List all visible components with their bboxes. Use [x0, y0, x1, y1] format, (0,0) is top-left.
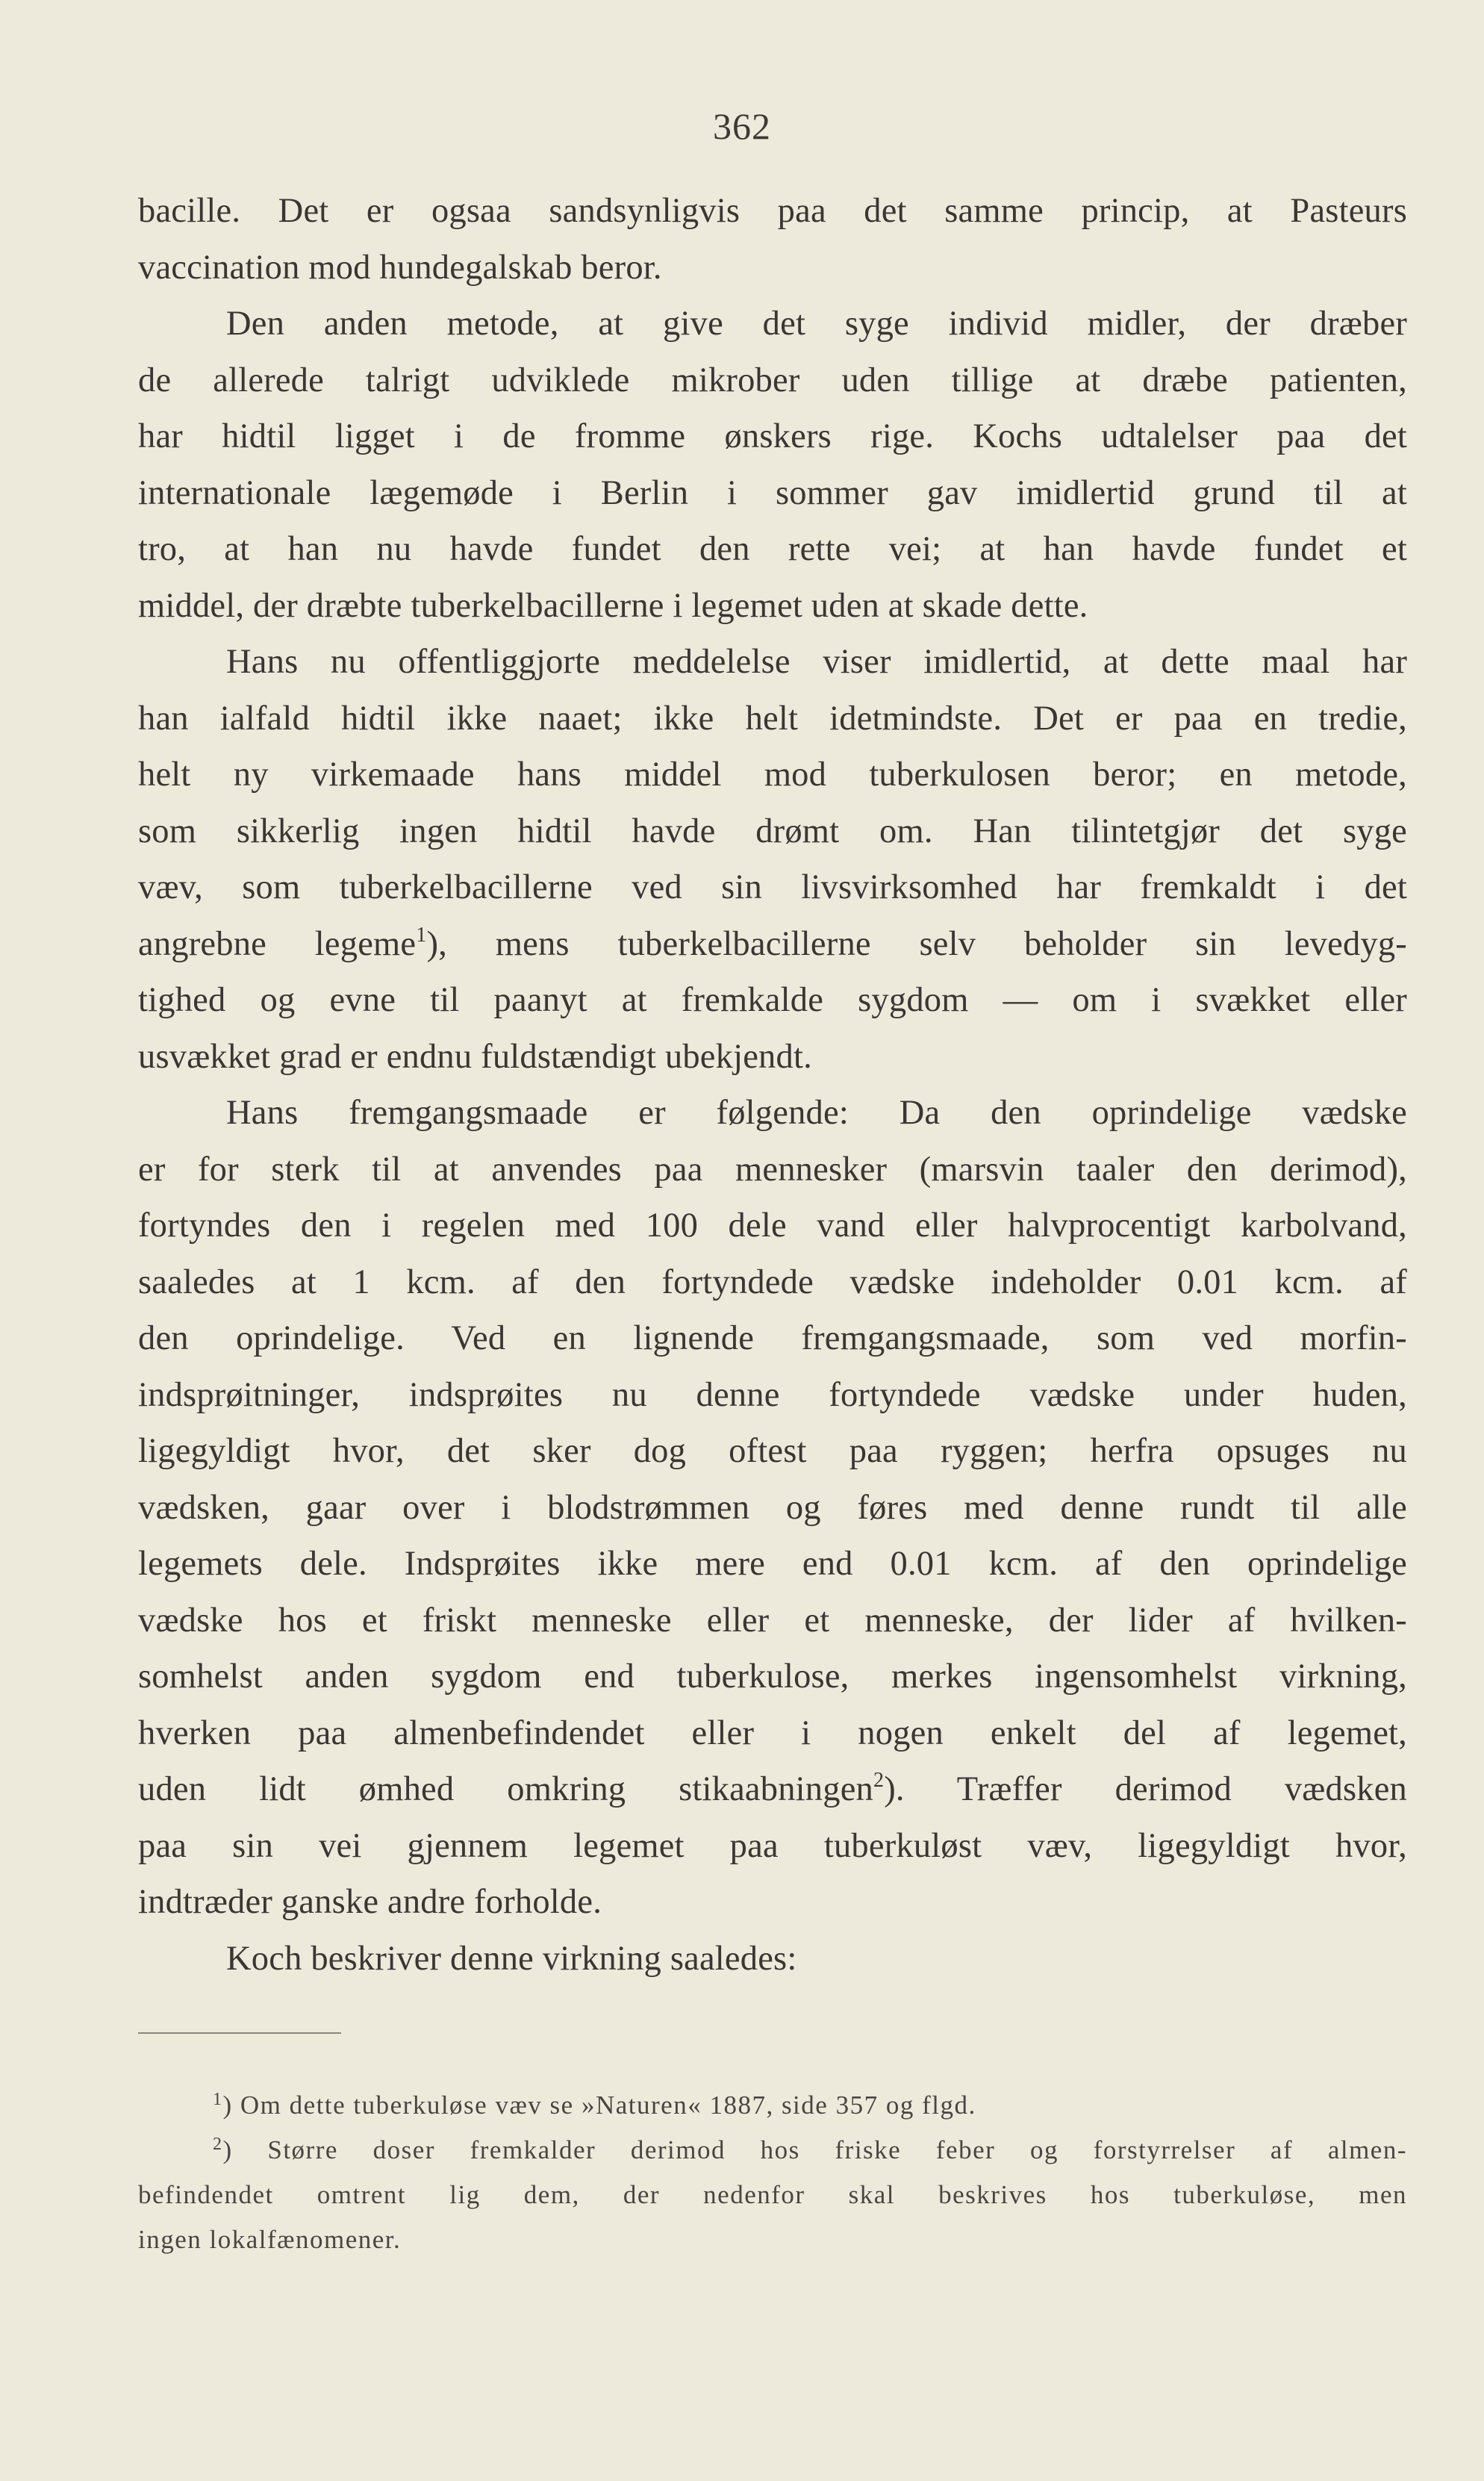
text-line: har hidtil ligget i de fromme ønskers rige. Kochs udtalelser paa det: [138, 417, 1407, 455]
footnote-marker: 2: [213, 2135, 223, 2154]
text-line: saaledes at 1 kcm. af den fortyndede vædske indeholder 0.01 kcm. af: [138, 1263, 1407, 1301]
footnote-2-continued: ingen lokalfænomener.: [138, 2225, 402, 2254]
text-line: paa sin vei gjennem legemet paa tuberkuløst væv, ligegyldigt hvor,: [138, 1826, 1407, 1865]
text-fragment: ), mens tuberkelbacillerne selv beholder sin levedyg-: [426, 924, 1407, 963]
text-line: helt ny virkemaade hans middel mod tuberkulosen beror; en metode,: [138, 756, 1407, 794]
text-line: ligegyldigt hvor, det sker dog oftest paa ryggen; herfra opsuges nu: [138, 1432, 1407, 1470]
footnote-divider: [138, 2032, 341, 2034]
text-line: fortyndes den i regelen med 100 dele vand eller halvprocentigt karbolvand,: [138, 1207, 1407, 1245]
text-line: bacille. Det er ogsaa sandsynligvis paa det samme princip, at Pasteurs: [138, 192, 1407, 230]
text-line: vædske hos et friskt menneske eller et menneske, der lider af hvilken-: [138, 1601, 1407, 1640]
text-line-with-footnote: [138, 1761, 1407, 1818]
text-line: tighed og evne til paanyt at fremkalde sygdom — om i svækket eller: [138, 981, 1407, 1019]
text-line: middel, der dræbte tuberkelbacillerne i legemet uden at skade dette.: [138, 586, 1088, 625]
text-line: Koch beskriver denne virkning saaledes:: [226, 1939, 797, 1978]
footnote-2: [138, 2128, 1407, 2173]
text-line: vaccination mod hundegalskab beror.: [138, 248, 662, 287]
text-fragment: angrebne legeme: [138, 924, 417, 963]
text-line-with-footnote: [138, 916, 1407, 973]
footnote-reference: 1: [416, 923, 427, 947]
text-fragment: ). Træffer derimod vædsken: [884, 1770, 1407, 1808]
text-line: internationale lægemøde i Berlin i sommer gav imidlertid grund til at: [138, 473, 1407, 512]
text-line: han ialfald hidtil ikke naaet; ikke helt idetmindste. Det er paa en tredie,: [138, 699, 1407, 738]
text-line: hverken paa almenbefindendet eller i nogen enkelt del af legemet,: [138, 1713, 1407, 1752]
text-line: legemets dele. Indsprøites ikke mere end 0.01 kcm. af den oprindelige: [138, 1545, 1407, 1583]
text-line: de allerede talrigt udviklede mikrober uden tillige at dræbe patienten,: [138, 361, 1407, 399]
footnote-marker: 1: [213, 2090, 223, 2109]
text-line: usvækket grad er endnu fuldstændigt ubekjendt.: [138, 1037, 812, 1076]
text-line: Hans fremgangsmaade er følgende: Da den oprindelige vædske: [226, 1094, 1407, 1132]
footnote-1: [138, 2083, 1407, 2128]
footnote-text: ) Om dette tuberkuløse væv se »Naturen« 1887, side 357 og flgd.: [222, 2091, 976, 2120]
footnote-text: ) Større doser fremkalder derimod hos friske feber og forstyrrelser af almen-: [222, 2135, 1407, 2164]
text-line: er for sterk til at anvendes paa mennesker (marsvin taaler den derimod),: [138, 1150, 1407, 1189]
footnote-2-continued: befindendet omtrent lig dem, der nedenfor skal beskrives hos tuberkuløse, men: [138, 2180, 1407, 2209]
text-line: vædsken, gaar over i blodstrømmen og føres med denne rundt til alle: [138, 1488, 1407, 1527]
text-line: som sikkerlig ingen hidtil havde drømt om. Han tilintetgjør det syge: [138, 812, 1407, 850]
page-number: 362: [713, 105, 771, 147]
text-line: væv, som tuberkelbacillerne ved sin livsvirksomhed har fremkaldt i det: [138, 868, 1407, 906]
text-line: indtræder ganske andre forholde.: [138, 1883, 602, 1921]
text-line: Hans nu offentliggjorte meddelelse viser imidlertid, at dette maal har: [226, 643, 1407, 681]
footnotes: [138, 2083, 1407, 2262]
text-line: somhelst anden sygdom end tuberkulose, merkes ingensomhelst virkning,: [138, 1657, 1407, 1696]
text-line: Den anden metode, at give det syge individ midler, der dræber: [226, 305, 1407, 343]
text-line: indsprøitninger, indsprøites nu denne fortyndede vædske under huden,: [138, 1375, 1407, 1414]
text-line: den oprindelige. Ved en lignende fremgangsmaade, som ved morfin-: [138, 1319, 1407, 1357]
text-line: tro, at han nu havde fundet den rette vei; at han havde fundet et: [138, 530, 1407, 568]
text-fragment: uden lidt ømhed omkring stikaabningen: [138, 1770, 873, 1808]
body-text: [138, 183, 1407, 1987]
footnote-reference: 2: [873, 1769, 885, 1792]
